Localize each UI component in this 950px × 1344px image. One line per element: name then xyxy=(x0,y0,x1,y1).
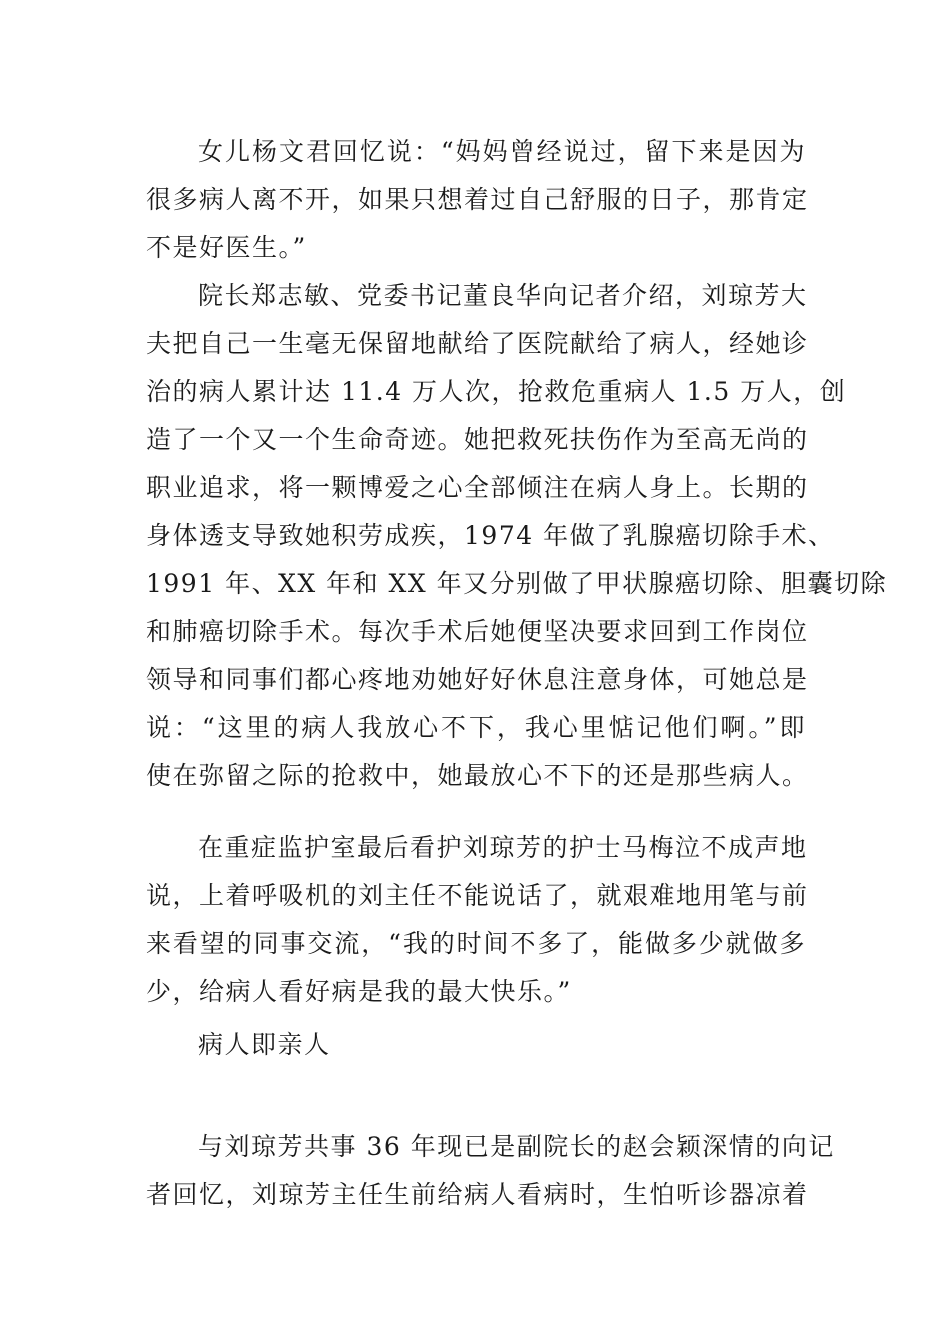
paragraph-1-line-3: 不是好医生。” xyxy=(146,233,307,262)
paragraph-2-line-8: 和肺癌切除手术。每次手术后她便坚决要求回到工作岗位 xyxy=(146,617,809,646)
paragraph-1-line-2: 很多病人离不开，如果只想着过自己舒服的日子，那肯定 xyxy=(146,185,809,214)
paragraph-2-line-6: 身体透支导致她积劳成疾，1974 年做了乳腺癌切除手术、 xyxy=(146,521,835,550)
paragraph-2-line-10: 说：“这里的病人我放心不下，我心里惦记他们啊。”即 xyxy=(146,713,806,742)
paragraph-2-line-1: 院长郑志敏、党委书记董良华向记者介绍，刘琼芳大 xyxy=(198,281,808,310)
paragraph-2-line-11: 使在弥留之际的抢救中，她最放心不下的还是那些病人。 xyxy=(146,761,809,790)
paragraph-2-line-3: 治的病人累计达 11.4 万人次，抢救危重病人 1.5 万人，创 xyxy=(146,377,847,406)
paragraph-3-line-3: 来看望的同事交流，“我的时间不多了，能做多少就做多 xyxy=(146,929,806,958)
paragraph-2-line-4: 造了一个又一个生命奇迹。她把救死扶伤作为至高无尚的 xyxy=(146,425,809,454)
paragraph-3-line-2: 说，上着呼吸机的刘主任不能说话了，就艰难地用笔与前 xyxy=(146,881,809,910)
paragraph-1-line-1: 女儿杨文君回忆说：“妈妈曾经说过，留下来是因为 xyxy=(198,137,806,166)
paragraph-3-line-4: 少，给病人看好病是我的最大快乐。” xyxy=(146,977,572,1006)
paragraph-2-line-5: 职业追求，将一颗博爱之心全部倾注在病人身上。长期的 xyxy=(146,473,809,502)
paragraph-2-line-2: 夫把自己一生毫无保留地献给了医院献给了病人，经她诊 xyxy=(146,329,809,358)
paragraph-5-line-2: 者回忆，刘琼芳主任生前给病人看病时，生怕听诊器凉着 xyxy=(146,1180,809,1209)
paragraph-5-line-1: 与刘琼芳共事 36 年现已是副院长的赵会颖深情的向记 xyxy=(198,1132,835,1161)
section-heading: 病人即亲人 xyxy=(198,1030,331,1059)
paragraph-2-line-9: 领导和同事们都心疼地劝她好好休息注意身体，可她总是 xyxy=(146,665,809,694)
paragraph-3-line-1: 在重症监护室最后看护刘琼芳的护士马梅泣不成声地 xyxy=(198,833,808,862)
paragraph-2-line-7: 1991 年、XX 年和 XX 年又分别做了甲状腺癌切除、胆囊切除 xyxy=(146,569,888,598)
